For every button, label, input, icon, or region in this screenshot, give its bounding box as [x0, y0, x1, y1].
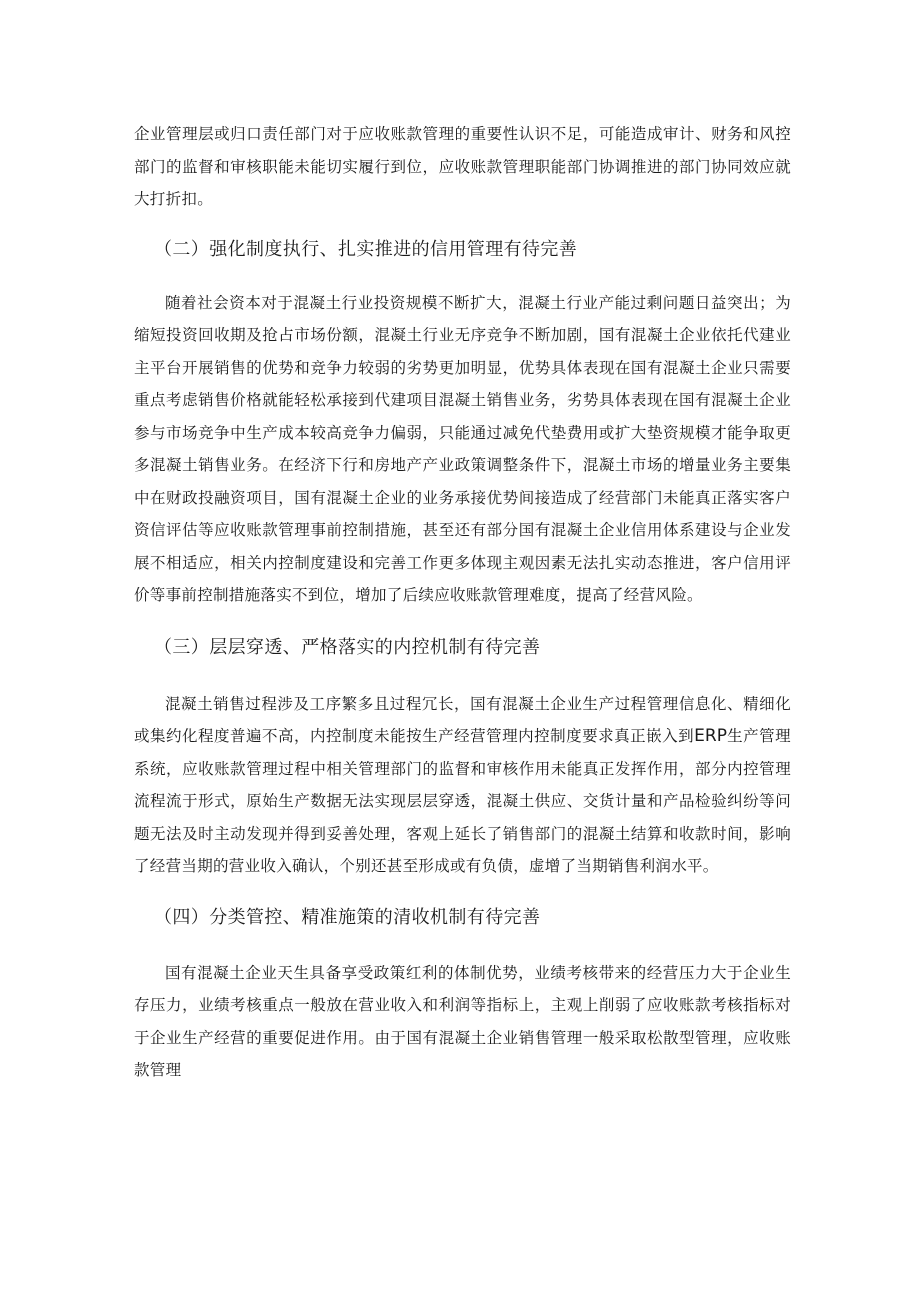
paragraph-section-3-text-b: 生产管理系统，应收账款管理过程中相关管理部门的监督和审核作用未能真正发挥作用，部分内控管理流程流于形式，原始生产数据无法实现层层穿透，混凝土供应、交货计量和产品检验纠纷等问题无法及时主动发现并得到妥善处理，客观上延长了销售部门的混凝土结算和收款时间，影响了经营当期的营业收入确认，个别还甚至形成或有负债，虚增了当期销售利润水平。: [134, 727, 791, 875]
paragraph-section-3: [134, 688, 791, 883]
section-heading-3: （三）层层穿透、严格落实的内控机制有待完善: [154, 636, 541, 658]
document-page: [134, 118, 791, 1087]
paragraph-section-2: 随着社会资本对于混凝土行业投资规模不断扩大，混凝土行业产能过剩问题日益突出；为缩短投资回收期及抢占市场份额，混凝土行业无序竞争不断加剧，国有混凝土企业依托代建业主平台开展销售的优势和竞争力较弱的劣势更加明显，优势具体表现在国有混凝土企业只需要重点考虑销售价格就能轻松承接到代建项目混凝土销售业务，劣势具体表现在国有混凝土企业参与市场竞争中生产成本较高竞争力偏弱，只能通过减免代垫费用或扩大垫资规模才能争取更多混凝土销售业务。在经济下行和房地产产业政策调整条件下，混凝土市场的增量业务主要集中在财政投融资项目，国有混凝土企业的业务承接优势间接造成了经营部门未能真正落实客户资信评估等应收账款管理事前控制措施，甚至还有部分国有混凝土企业信用体系建设与企业发展不相适应，相关内控制度建设和完善工作更多体现主观因素无法扎实动态推进，客户信用评价等事前控制措施落实不到位，增加了后续应收账款管理难度，提高了经营风险。: [134, 293, 791, 604]
section-heading-2: （二）强化制度执行、扎实推进的信用管理有待完善: [154, 238, 578, 260]
section-heading-4: （四）分类管控、精准施策的清收机制有待完善: [154, 906, 541, 928]
paragraph-section-4: 国有混凝土企业天生具备享受政策红利的体制优势，业绩考核带来的经营压力大于企业生存压力，业绩考核重点一般放在营业收入和利润等指标上，主观上削弱了应收账款考核指标对于企业生产经营的重要促进作用。由于国有混凝土企业销售管理一般采取松散型管理，应收账款管理: [134, 963, 791, 1079]
paragraph-intro: 企业管理层或归口责任部门对于应收账款管理的重要性认识不足，可能造成审计、财务和风控部门的监督和审核职能未能切实履行到位，应收账款管理职能部门协调推进的部门协同效应就大打折扣。: [134, 125, 791, 208]
erp-term: ERP: [694, 726, 727, 746]
paragraph-section-3-text-a: 混凝土销售过程涉及工序繁多且过程冗长，国有混凝土企业生产过程管理信息化、精细化或集约化程度普遍不高，内控制度未能按生产经营管理内控制度要求真正嵌入到: [134, 694, 791, 745]
